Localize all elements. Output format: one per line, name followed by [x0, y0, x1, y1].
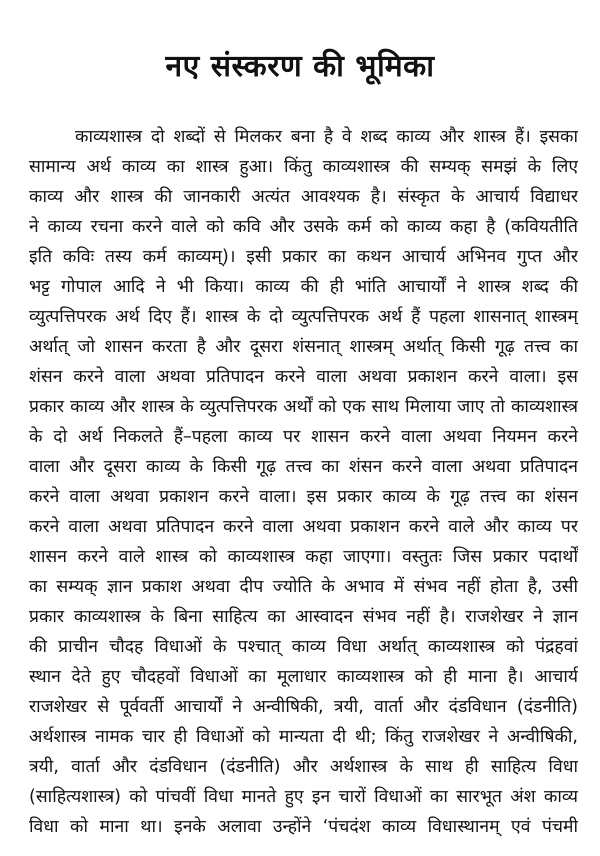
text-line: भट्ट गोपाल आदि ने भी किया। काव्य की ही भांति आचार्यों ने शास्त्र शब्द की [29, 277, 578, 297]
text-line: काव्य और शास्त्र की जानकारी अत्यंत आवश्यक है। संस्कृत के आचार्य विद्याधर [29, 187, 578, 207]
text-line: राजशेखर से पूर्ववर्ती आचार्यों ने अन्वीषिकी, त्रयी, वार्ता और दंडविधान (दंडनीति) [29, 697, 578, 717]
text-line: की प्राचीन चौदह विधाओं के पश्चात् काव्य विधा अर्थात् काव्यशास्त्र को पंद्रहवां [29, 637, 578, 657]
text-line: सामान्य अर्थ काव्य का शास्त्र हुआ। किंतु काव्यशास्त्र की सम्यक् समझं के लिए [29, 157, 578, 177]
text-line: करने वाला अथवा प्रकाशन करने वाला। इस प्रकार काव्य के गूढ़ तत्त्व का शंसन [29, 487, 578, 507]
text-line: प्रकार काव्य और शास्त्र के व्युत्पत्तिपरक अर्थों को एक साथ मिलाया जाए तो काव्यशास्त्र [29, 397, 578, 417]
text-line: स्थान देते हुए चौदहवों विधाओं का मूलाधार काव्यशास्त्र को ही माना है। आचार्य [29, 667, 578, 687]
text-line: काव्यशास्त्र दो शब्दों से मिलकर बना है वे शब्द काव्य और शास्त्र हैं। इसका [75, 127, 578, 147]
text-line: ने काव्य रचना करने वाले को कवि और उसके कर्म को काव्य कहा है (कवियतीति [29, 217, 578, 237]
text-line: त्रयी, वार्ता और दंडविधान (दंडनीति) और अर्थशास्त्र के साथ ही साहित्य विधा [29, 757, 578, 777]
page-title: नए संस्करण की भूमिका [165, 49, 435, 84]
text-line: अर्थात् जो शासन करता है और दूसरा शंसनात् शास्त्रम् अर्थात् किसी गूढ़ तत्त्व का [29, 337, 578, 357]
text-line: वाला और दूसरा काव्य के किसी गूढ़ तत्त्व का शंसन करने वाला अथवा प्रतिपादन [29, 457, 578, 477]
text-line: प्रकार काव्यशास्त्र के बिना साहित्य का आस्वादन संभव नहीं है। राजशेखर ने ज्ञान [29, 607, 578, 627]
text-line: (साहित्यशास्त्र) को पांचवीं विधा मानते हुए इन चारों विधाओं का सारभूत अंश काव्य [29, 787, 578, 807]
text-line: शासन करने वाले शास्त्र को काव्यशास्त्र कहा जाएगा। वस्तुतः जिस प्रकार पदार्थों [29, 547, 578, 567]
text-line: का सम्यक् ज्ञान प्रकाश अथवा दीप ज्योति के अभाव में संभव नहीं होता है, उसी [29, 577, 578, 597]
text-line: अर्थशास्त्र नामक चार ही विधाओं को मान्यता दी थी; किंतु राजशेखर ने अन्वीषिकी, [29, 727, 578, 747]
text-line: शंसन करने वाला अथवा प्रतिपादन करने वाला अथवा प्रकाशन करने वाला। इस [29, 367, 578, 387]
text-line: करने वाला अथवा प्रतिपादन करने वाला अथवा प्रकाशन करने वाले और काव्य पर [29, 517, 578, 537]
text-line: इति कविः तस्य कर्म काव्यम्)। इसी प्रकार का कथन आचार्य अभिनव गुप्त और [29, 247, 578, 267]
text-line: विधा को माना था। इनके अलावा उन्होंने ‘पंचदंश काव्य विधास्थानम् एवं पंचमी [29, 817, 578, 837]
body-text [29, 122, 578, 842]
text-line: के दो अर्थ निकलते हैं–पहला काव्य पर शासन करने वाला अथवा नियमन करने [29, 427, 578, 447]
text-line: व्युत्पत्तिपरक अर्थ दिए हैं। शास्त्र के दो व्युत्पत्तिपरक अर्थ हैं पहला शासनात् शास्त्रम् [29, 307, 578, 327]
